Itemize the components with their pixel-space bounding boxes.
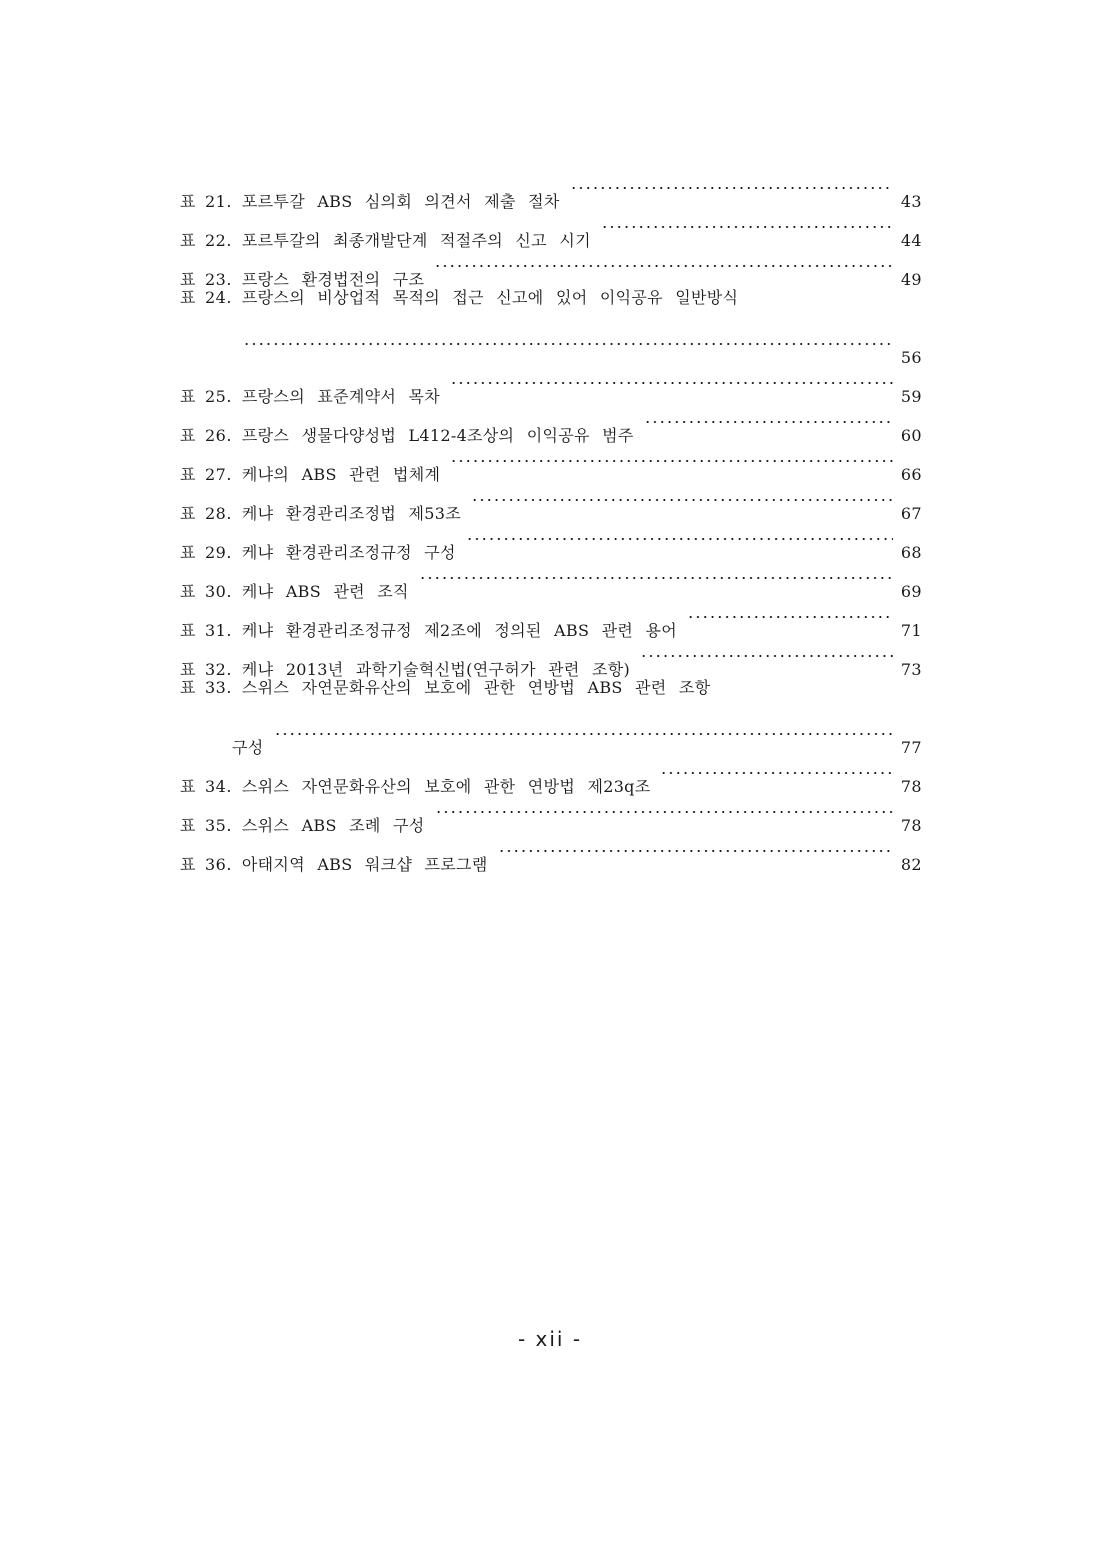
entry-page-number: 43	[900, 192, 922, 211]
entry-page-number: 49	[900, 270, 922, 289]
table-entry[interactable]	[180, 363, 922, 406]
entry-tag: 표	[180, 777, 196, 796]
entry-label	[180, 774, 242, 797]
table-entry[interactable]	[180, 285, 922, 324]
entry-label	[180, 852, 242, 875]
entry-tag: 표	[180, 465, 196, 484]
entry-page-number: 66	[900, 465, 922, 484]
entry-title: 프랑스 생물다양성법 L412-4조상의 이익공유 범주	[241, 426, 634, 445]
entry-tag: 표	[180, 621, 196, 640]
table-entry[interactable]	[180, 675, 922, 714]
table-entry[interactable]	[180, 597, 922, 640]
table-entry-continuation[interactable]	[180, 714, 922, 757]
dot-leader	[498, 831, 893, 870]
entry-label	[180, 540, 242, 563]
dot-leader	[419, 558, 893, 597]
entry-number: 23.	[204, 270, 232, 289]
entry-label	[180, 384, 242, 407]
entry-number: 35.	[204, 816, 232, 835]
table-entry[interactable]	[180, 636, 922, 679]
dot-leader	[466, 519, 893, 558]
list-of-tables	[180, 168, 922, 874]
entry-number: 29.	[204, 543, 232, 562]
entry-tag: 표	[180, 426, 196, 445]
entry-label	[180, 675, 242, 698]
table-entry[interactable]	[180, 831, 922, 874]
entry-title: 포르투갈 ABS 심의회 의견서 제출 절차	[241, 192, 560, 211]
dot-leader	[471, 480, 893, 519]
entry-title: 케냐 환경관리조정규정 구성	[241, 543, 456, 562]
entry-tag: 표	[180, 192, 196, 211]
entry-page-number: 82	[900, 855, 922, 874]
entry-number: 33.	[204, 678, 232, 697]
entry-tag: 표	[180, 504, 196, 523]
dot-leader	[435, 792, 893, 831]
entry-page-number: 73	[900, 660, 922, 679]
table-entry[interactable]	[180, 168, 922, 211]
dot-leader	[644, 402, 893, 441]
entry-number: 31.	[204, 621, 232, 640]
entry-page-number: 44	[900, 231, 922, 250]
entry-tag: 표	[180, 288, 196, 307]
entry-page-number: 67	[900, 504, 922, 523]
entry-tag: 표	[180, 387, 196, 406]
entry-title: 케냐 2013년 과학기술혁신법(연구허가 관련 조항)	[241, 660, 631, 679]
entry-number: 27.	[204, 465, 232, 484]
table-entry-continuation[interactable]	[180, 324, 922, 367]
entry-number: 26.	[204, 426, 232, 445]
table-entry[interactable]	[180, 558, 922, 601]
entry-title: 프랑스 환경법전의 구조	[241, 270, 425, 289]
table-entry[interactable]	[180, 441, 922, 484]
entry-number: 24.	[204, 288, 232, 307]
table-entry[interactable]	[180, 480, 922, 523]
entry-title: 아태지역 ABS 워크샵 프로그램	[241, 855, 488, 874]
entry-page-number: 59	[900, 387, 922, 406]
entry-number: 32.	[204, 660, 232, 679]
entry-label	[180, 579, 242, 602]
entry-title: 스위스 자연문화유산의 보호에 관한 연방법 제23q조	[241, 777, 651, 796]
table-entry[interactable]	[180, 753, 922, 796]
entry-number: 22.	[204, 231, 232, 250]
entry-page-number: 78	[900, 777, 922, 796]
entry-page-number: 78	[900, 816, 922, 835]
entry-title: 스위스 자연문화유산의 보호에 관한 연방법 ABS 관련 조항	[241, 678, 711, 697]
page-number-footer: - xii -	[517, 1327, 583, 1351]
entry-title: 프랑스의 표준계약서 목차	[241, 387, 441, 406]
entry-title: 케냐 환경관리조정법 제53조	[241, 504, 461, 523]
entry-label	[180, 423, 242, 446]
entry-tag: 표	[180, 855, 196, 874]
table-entry[interactable]	[180, 246, 922, 289]
entry-label	[180, 189, 242, 212]
dot-leader	[570, 168, 893, 207]
table-entry[interactable]	[180, 402, 922, 445]
dot-leader	[687, 597, 893, 636]
entry-page-number: 69	[900, 582, 922, 601]
table-entry[interactable]	[180, 792, 922, 835]
entry-title: 케냐 ABS 관련 조직	[241, 582, 409, 601]
entry-number: 28.	[204, 504, 232, 523]
entry-label	[180, 462, 242, 485]
entry-tag: 표	[180, 231, 196, 250]
entry-label	[180, 813, 242, 836]
entry-tag: 표	[180, 543, 196, 562]
entry-tag: 표	[180, 816, 196, 835]
entry-title-continued: 구성	[232, 738, 264, 757]
table-entry[interactable]	[180, 207, 922, 250]
entry-title: 프랑스의 비상업적 목적의 접근 신고에 있어 이익공유 일반방식	[241, 288, 739, 307]
dot-leader	[243, 324, 893, 363]
entry-number: 36.	[204, 855, 232, 874]
entry-tag: 표	[180, 660, 196, 679]
entry-page-number: 56	[900, 348, 922, 367]
entry-tag: 표	[180, 582, 196, 601]
entry-number: 30.	[204, 582, 232, 601]
entry-page-number: 68	[900, 543, 922, 562]
entry-label	[180, 618, 242, 641]
entry-label	[180, 228, 242, 251]
entry-page-number: 60	[900, 426, 922, 445]
dot-leader	[434, 246, 893, 285]
entry-tag: 표	[180, 270, 196, 289]
entry-page-number: 77	[900, 738, 922, 757]
entry-label	[180, 285, 242, 308]
entry-title: 케냐 환경관리조정규정 제2조에 정의된 ABS 관련 용어	[241, 621, 678, 640]
dot-leader	[450, 363, 893, 402]
entry-number: 34.	[204, 777, 232, 796]
table-entry[interactable]	[180, 519, 922, 562]
entry-title: 케냐의 ABS 관련 법체계	[241, 465, 441, 484]
dot-leader	[660, 753, 893, 792]
entry-title: 스위스 ABS 조례 구성	[241, 816, 425, 835]
dot-leader	[274, 714, 893, 753]
dot-leader	[450, 441, 893, 480]
dot-leader	[640, 636, 893, 675]
entry-title: 포르투갈의 최종개발단계 적절주의 신고 시기	[241, 231, 591, 250]
entry-page-number: 71	[900, 621, 922, 640]
entry-tag: 표	[180, 678, 196, 697]
dot-leader	[601, 207, 893, 246]
entry-label	[180, 501, 242, 524]
entry-number: 25.	[204, 387, 232, 406]
entry-number: 21.	[204, 192, 232, 211]
